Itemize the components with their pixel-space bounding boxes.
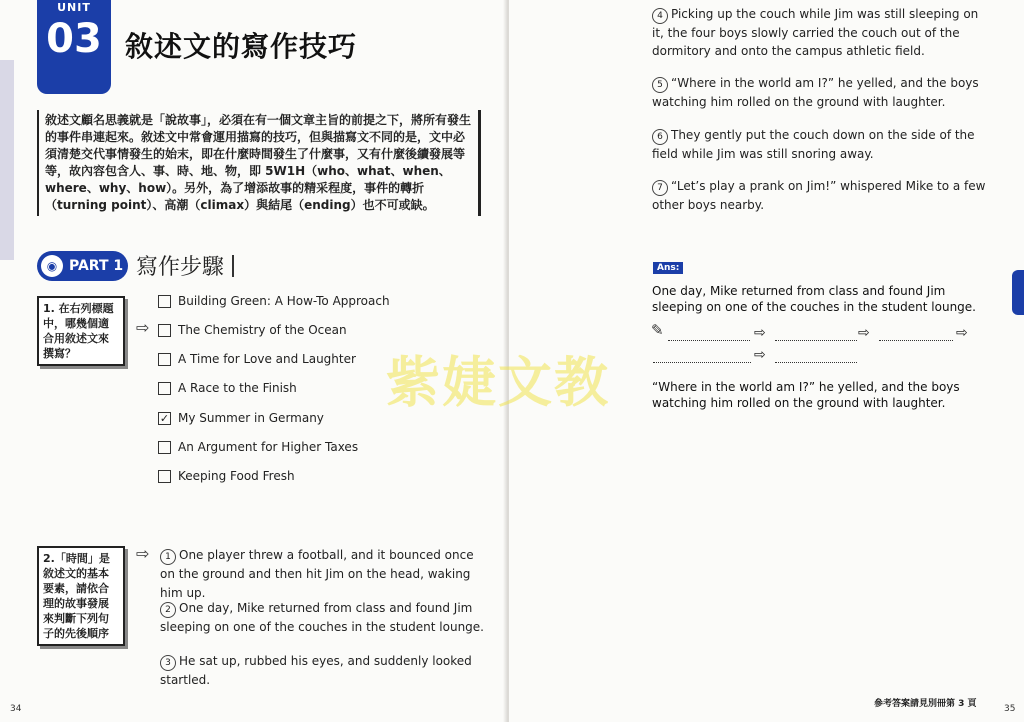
answer-blank[interactable] <box>775 362 857 363</box>
question-1-box: 1. 在右列標題中，哪幾個適合用敘述文來撰寫？ <box>37 296 125 366</box>
arrow-right-icon: ⇨ <box>136 544 150 563</box>
sentence-number: 4 <box>652 8 668 24</box>
checkbox[interactable] <box>158 470 171 483</box>
answer-reference-footer: 參考答案請見別冊第 3 頁 <box>874 699 977 709</box>
option-item[interactable] <box>158 440 358 454</box>
option-label: An Argument for Higher Taxes <box>178 440 359 454</box>
part-label: PART 1 <box>69 258 124 274</box>
part-title: 寫作步驟 <box>136 250 234 281</box>
unit-badge <box>37 0 111 94</box>
checkbox[interactable] <box>158 353 171 366</box>
option-item[interactable] <box>158 294 390 308</box>
unit-number: 03 <box>46 16 102 62</box>
checkbox[interactable] <box>158 295 171 308</box>
answer-label: Ans: <box>653 262 683 274</box>
sentence-text: “Where in the world am I?” he yelled, and the boys watching him rolled on the ground with laughter. <box>652 76 979 109</box>
answer-blank[interactable] <box>668 340 750 341</box>
option-label: Keeping Food Fresh <box>178 469 295 483</box>
arrow-right-icon: ⇨ <box>754 347 766 363</box>
sentence-text: Picking up the couch while Jim was still sleeping on it, the four boys slowly carried the couch out of the dormitory and onto the campus athletic field. <box>652 7 979 58</box>
option-label: A Time for Love and Laughter <box>178 352 356 366</box>
sentence-text: They gently put the couch down on the side of the field while Jim was still snoring away. <box>652 128 975 161</box>
sentence-text: “Let’s play a prank on Jim!” whispered Mike to a few other boys nearby. <box>652 179 986 212</box>
option-label: The Chemistry of the Ocean <box>178 323 347 337</box>
sentence-number: 7 <box>652 180 668 196</box>
arrow-right-icon: ⇨ <box>136 318 150 337</box>
sentence-text: He sat up, rubbed his eyes, and suddenly looked startled. <box>160 654 472 687</box>
sentence-item <box>160 546 490 603</box>
chapter-tab <box>1012 270 1024 315</box>
sentence-number: 1 <box>160 549 176 565</box>
watermark: 紫婕文教 <box>386 351 610 414</box>
sentence-number: 2 <box>160 602 176 618</box>
part-badge <box>37 251 128 281</box>
pencil-icon: ✎ <box>651 321 664 339</box>
part-icon: ◉ <box>41 255 63 277</box>
option-item[interactable] <box>158 411 324 425</box>
page-number-right: 35 <box>1004 704 1016 714</box>
answer-last-sentence: “Where in the world am I?” he yelled, and the boys watching him rolled on the ground with laughter. <box>652 380 960 410</box>
page-number-left: 34 <box>10 704 22 714</box>
sentence-text: One day, Mike returned from class and found Jim sleeping on one of the couches in the student lounge. <box>160 601 484 634</box>
sentence-number: 6 <box>652 129 668 145</box>
checkbox[interactable] <box>158 382 171 395</box>
answer-blank[interactable] <box>653 362 751 363</box>
page-edge-tab <box>0 60 14 260</box>
sentence-item <box>652 177 992 214</box>
sentence-number: 3 <box>160 655 176 671</box>
option-label: Building Green: A How-To Approach <box>178 294 390 308</box>
option-item[interactable] <box>158 352 356 366</box>
sentence-item <box>652 74 992 111</box>
option-label: A Race to the Finish <box>178 381 297 395</box>
option-item[interactable] <box>158 469 295 483</box>
sentence-item <box>160 652 490 690</box>
intro-paragraph: 敘述文顧名思義就是「說故事」，必須在有一個文章主旨的前提之下，將所有發生的事件串連起來。敘述文中常會運用描寫的技巧，但與描寫文不同的是，文中必須清楚交代事情發生的始末，即在什麼時間發生了什麼事，又有什麼後續發展等等，故內容包含人、事、時、地、物，即 5W1H（who、what、when、where、why、how）。另外，為了增添故事的精采程度，事件的轉折（turning point）、高潮（climax）與結尾（ending）也不可或缺。 <box>37 110 481 216</box>
option-label: My Summer in Germany <box>178 411 324 425</box>
checkbox[interactable] <box>158 324 171 337</box>
sentence-item <box>652 126 992 163</box>
sentence-number: 5 <box>652 77 668 93</box>
question-2-box: 2.「時間」是敘述文的基本要素，請依合理的故事發展來判斷下列句子的先後順序 <box>37 546 125 646</box>
sentence-item <box>160 599 490 637</box>
sentence-text: One player threw a football, and it bounced once on the ground and then hit Jim on the head, waking him up. <box>160 548 474 600</box>
checkbox[interactable]: ✓ <box>159 411 170 425</box>
answer-blank[interactable] <box>775 340 857 341</box>
option-item[interactable] <box>158 323 347 337</box>
arrow-right-icon: ⇨ <box>858 325 870 341</box>
arrow-right-icon: ⇨ <box>956 325 968 341</box>
option-item[interactable] <box>158 381 297 395</box>
unit-title: 敘述文的寫作技巧 <box>125 30 358 63</box>
answer-first-sentence: One day, Mike returned from class and found Jim sleeping on one of the couches in the student lounge. <box>652 284 976 314</box>
unit-label: UNIT <box>57 1 91 14</box>
checkbox[interactable] <box>158 441 171 454</box>
sentence-item <box>652 5 992 60</box>
arrow-right-icon: ⇨ <box>754 325 766 341</box>
answer-blank[interactable] <box>879 340 953 341</box>
